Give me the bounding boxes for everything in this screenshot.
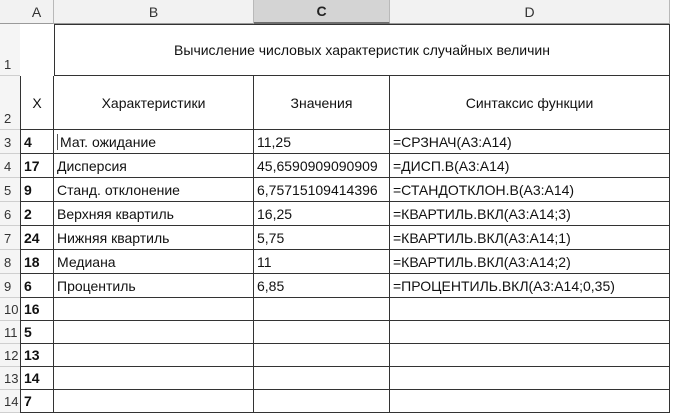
row-header[interactable]: 13	[0, 367, 20, 390]
cell-x[interactable]: 4	[20, 130, 54, 154]
row-header[interactable]: 9	[0, 274, 20, 298]
cell-value[interactable]	[254, 298, 390, 321]
cell-formula[interactable]: =КВАРТИЛЬ.ВКЛ(A3:A14;3)	[390, 202, 670, 226]
table-title[interactable]: Вычисление числовых характеристик случайных величин	[54, 24, 670, 76]
row-header[interactable]: 10	[0, 298, 20, 321]
cell-x[interactable]: 6	[20, 274, 54, 298]
table-row	[20, 344, 670, 367]
cell-x[interactable]: 16	[20, 298, 54, 321]
table-row	[20, 250, 670, 274]
row-header[interactable]: 4	[0, 154, 20, 178]
row-headers	[0, 24, 20, 413]
table-row	[20, 367, 670, 390]
cell-formula[interactable]: =СРЗНАЧ(A3:A14)	[390, 130, 670, 154]
table-row	[20, 154, 670, 178]
cell-x[interactable]: 9	[20, 178, 54, 202]
column-header-b[interactable]: B	[54, 0, 254, 24]
cell-x[interactable]: 13	[20, 344, 54, 367]
cell-characteristic[interactable]	[54, 344, 254, 367]
cell-characteristic[interactable]: Станд. отклонение	[54, 178, 254, 202]
cell-formula[interactable]	[390, 298, 670, 321]
cell-formula[interactable]	[390, 367, 670, 390]
cell-characteristic[interactable]: Медиана	[54, 250, 254, 274]
cell-formula[interactable]: =КВАРТИЛЬ.ВКЛ(A3:A14;2)	[390, 250, 670, 274]
row-header[interactable]: 5	[0, 178, 20, 202]
cell-value[interactable]	[254, 390, 390, 413]
cell-x[interactable]: 7	[20, 390, 54, 413]
row-header[interactable]: 14	[0, 390, 20, 413]
cell-formula[interactable]: =КВАРТИЛЬ.ВКЛ(A3:A14;1)	[390, 226, 670, 250]
cell-characteristic[interactable]	[54, 298, 254, 321]
column-headers	[20, 0, 670, 24]
cell-value[interactable]: 6,85	[254, 274, 390, 298]
cell-formula[interactable]: =ПРОЦЕНТИЛЬ.ВКЛ(A3:A14;0,35)	[390, 274, 670, 298]
cell-x[interactable]: 2	[20, 202, 54, 226]
cell-formula[interactable]	[390, 321, 670, 344]
row-header[interactable]: 8	[0, 250, 20, 274]
row-header[interactable]: 12	[0, 344, 20, 367]
cell-value[interactable]: 6,75715109414396	[254, 178, 390, 202]
cell-value[interactable]: 45,6590909090909	[254, 154, 390, 178]
cell-x[interactable]: 18	[20, 250, 54, 274]
cell-characteristic[interactable]: Нижняя квартиль	[54, 226, 254, 250]
column-header-d[interactable]: D	[390, 0, 670, 24]
cell-value[interactable]	[254, 344, 390, 367]
cell-characteristic[interactable]: Процентиль	[54, 274, 254, 298]
cell-value[interactable]: 11	[254, 250, 390, 274]
cell-characteristic[interactable]	[54, 367, 254, 390]
header-x[interactable]: X	[20, 76, 54, 130]
table-row	[20, 298, 670, 321]
row-header[interactable]: 2	[0, 76, 20, 130]
row-header[interactable]: 11	[0, 321, 20, 344]
cell-value[interactable]: 16,25	[254, 202, 390, 226]
cell-x[interactable]: 24	[20, 226, 54, 250]
header-value[interactable]: Значения	[254, 76, 390, 130]
cell-formula[interactable]: =СТАНДОТКЛОН.В(A3:A14)	[390, 178, 670, 202]
cell-value[interactable]: 5,75	[254, 226, 390, 250]
row-header[interactable]: 1	[0, 24, 20, 76]
cell-characteristic[interactable]: Верхняя квартиль	[54, 202, 254, 226]
cell-formula[interactable]: =ДИСП.В(A3:A14)	[390, 154, 670, 178]
cell-value[interactable]: 11,25	[254, 130, 390, 154]
cell-x[interactable]: 14	[20, 367, 54, 390]
table-header-row	[20, 76, 670, 130]
cell-characteristic[interactable]	[54, 390, 254, 413]
cell-x[interactable]: 5	[20, 321, 54, 344]
cell-characteristic[interactable]	[54, 130, 254, 154]
cell-value[interactable]	[254, 367, 390, 390]
cell-formula[interactable]	[390, 390, 670, 413]
row-header[interactable]: 3	[0, 130, 20, 154]
table-row	[20, 321, 670, 344]
data-table	[20, 76, 670, 413]
cell-characteristic[interactable]: Дисперсия	[54, 154, 254, 178]
column-header-c[interactable]: C	[254, 0, 390, 24]
table-row	[20, 130, 670, 154]
column-header-a[interactable]: A	[20, 0, 54, 24]
row-header[interactable]: 6	[0, 202, 20, 226]
header-syntax[interactable]: Синтаксис функции	[390, 76, 670, 130]
table-row	[20, 226, 670, 250]
cell-value[interactable]	[254, 321, 390, 344]
table-row	[20, 390, 670, 413]
cell-characteristic-text: Мат. ожидание	[57, 134, 156, 150]
header-characteristic[interactable]: Характеристики	[54, 76, 254, 130]
table-row	[20, 178, 670, 202]
cell-formula[interactable]	[390, 344, 670, 367]
cell-characteristic[interactable]	[54, 321, 254, 344]
row-header[interactable]: 7	[0, 226, 20, 250]
table-row	[20, 274, 670, 298]
cell-x[interactable]: 17	[20, 154, 54, 178]
table-row	[20, 202, 670, 226]
